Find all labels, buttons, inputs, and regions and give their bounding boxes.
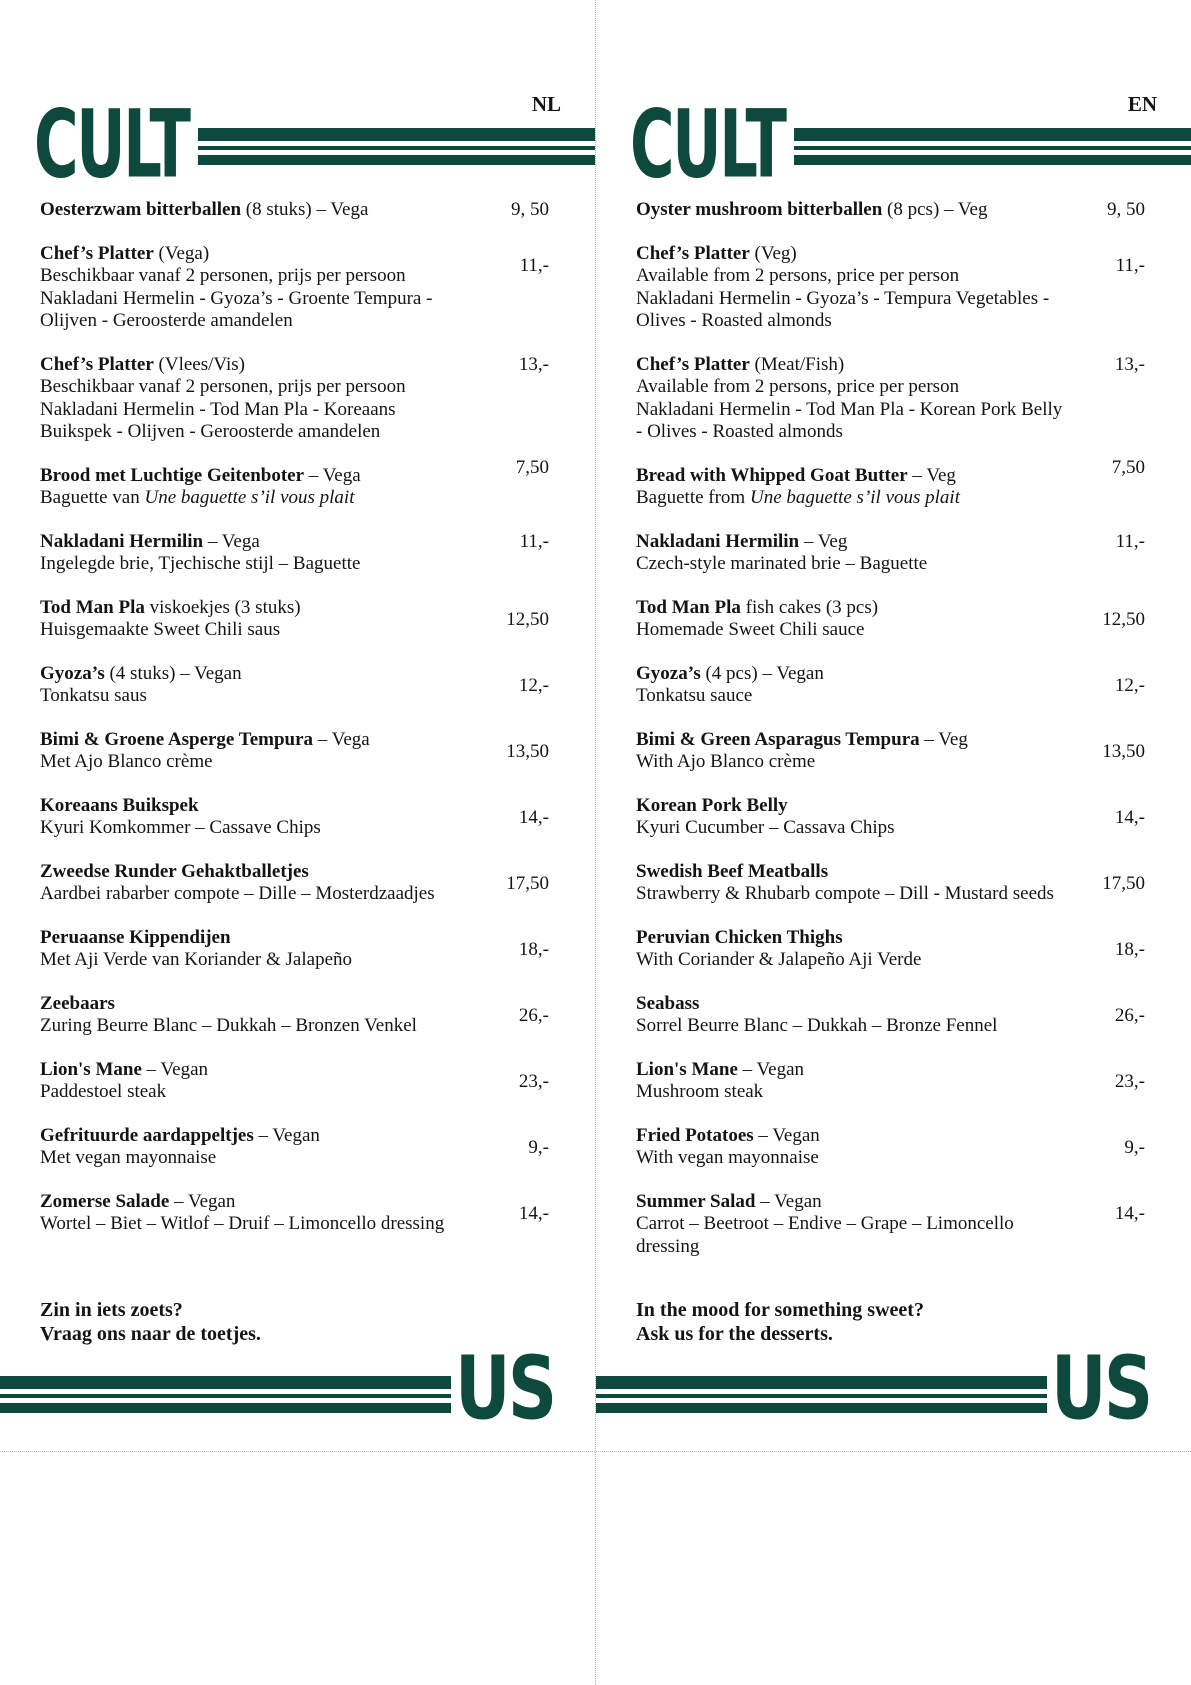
menu-item-price: 14,- (518, 1202, 549, 1224)
menu-item-description: Met Aji Verde van Koriander & Jalapeño (40, 949, 353, 970)
menu-item-name: Gyoza’s (40, 662, 105, 684)
menu-item (636, 861, 1191, 906)
menu-item (40, 1125, 595, 1170)
menu-item-name: Summer Salad (636, 1190, 756, 1212)
supplier-name: Une baguette s’il vous plait (749, 487, 960, 508)
menu-item-details: – Vegan (755, 1190, 822, 1212)
menu-item-price: 9, 50 (1107, 199, 1145, 220)
menu-item-description: Sorrel Beurre Blanc – Dukkah – Bronze Fennel (636, 1015, 998, 1036)
menu-item-name: Brood met Luchtige Geitenboter (40, 464, 305, 486)
menu-item-price: 12,50 (1102, 608, 1145, 630)
menu-item (40, 993, 595, 1038)
menu-item-description: Available from 2 persons, price per person (636, 376, 960, 397)
menu-item-heading (636, 729, 1081, 752)
menu-item-name: Nakladani Hermilin (40, 530, 204, 552)
menu-item-details: – Vegan (169, 1190, 236, 1212)
language-label: NL (531, 92, 561, 116)
menu-item-heading (636, 243, 1081, 266)
menu-item-price: 9,- (528, 1136, 549, 1158)
menu-item-heading (636, 795, 1081, 818)
menu-item-description: Homemade Sweet Chili sauce (636, 619, 865, 640)
menu-item-name: Tod Man Pla (40, 596, 145, 618)
menu-item-price: 11,- (519, 254, 549, 276)
menu-item-heading (636, 465, 1081, 488)
menu-item-price: 18,- (1114, 938, 1145, 960)
menu-item-price: 23,- (1114, 1070, 1145, 1092)
logo-stripes-bottom (596, 1376, 1047, 1413)
menu-item-heading (636, 597, 1081, 620)
menu-item (636, 531, 1191, 576)
menu-item-name: Chef’s Platter (636, 242, 750, 264)
menu-item-heading (40, 927, 485, 950)
dessert-note (636, 1298, 924, 1346)
description-text: Baguette van (40, 487, 145, 508)
menu-item-heading (40, 663, 485, 686)
menu-item-heading (636, 663, 1081, 686)
menu-item-description: With vegan mayonnaise (636, 1147, 819, 1168)
menu-item-details: (Vega) (153, 242, 210, 264)
menu-item-price: 13,50 (506, 740, 549, 762)
menu-item (636, 456, 1191, 510)
menu-item (40, 927, 595, 972)
menu-item-description: Nakladani Hermelin - Gyoza’s - Tempura Vegetables - (636, 287, 1050, 309)
menu-item-price: 14,- (1114, 1202, 1145, 1224)
menu-item-price: 11,- (1115, 530, 1145, 552)
menu-items (636, 199, 1191, 1279)
menu-item-heading (636, 1059, 1081, 1082)
menu-item-description: Czech-style marinated brie – Baguette (636, 553, 928, 574)
menu-item-name: Oesterzwam bitterballen (40, 199, 242, 220)
menu-item (40, 597, 595, 642)
menu-item-description: Tonkatsu saus (40, 685, 147, 706)
menu-item-details: fish cakes (3 pcs) (740, 596, 879, 618)
menu-item-heading (40, 597, 485, 620)
menu-item-heading (40, 1191, 485, 1214)
menu-item-details: viskoekjes (3 stuks) (144, 596, 301, 618)
menu-item-description: Beschikbaar vanaf 2 personen, prijs per persoon (40, 376, 406, 397)
menu-item-heading (636, 1125, 1081, 1148)
menu-item-details: (Vlees/Vis) (153, 353, 245, 375)
cult-logo: CULT (34, 89, 189, 199)
fold-line-horizontal (0, 1451, 1191, 1452)
menu-item-description: Wortel – Biet – Witlof – Druif – Limoncello dressing (40, 1213, 445, 1234)
menu-item-name: Lion's Mane (636, 1058, 738, 1080)
menu-item-price: 18,- (518, 938, 549, 960)
menu-item-description: Nakladani Hermelin - Tod Man Pla - Koreaans (40, 398, 396, 420)
description-text: Baguette from (636, 487, 750, 508)
menu-item-details: (4 stuks) – Vegan (104, 662, 242, 684)
menu-item (40, 456, 595, 510)
menu-item (636, 729, 1191, 774)
menu-panel-en (596, 0, 1191, 1450)
menu-item-name: Peruaanse Kippendijen (40, 926, 231, 948)
menu-item-details: – Vegan (737, 1058, 805, 1080)
menu-item-description: dressing (636, 1235, 700, 1257)
menu-item (40, 663, 595, 708)
logo-stripes-top (198, 128, 595, 165)
menu-item-details: – Veg (919, 728, 968, 750)
menu-item (40, 795, 595, 840)
dessert-note-line: Vraag ons naar de toetjes. (40, 1323, 261, 1345)
menu-item-description: Met vegan mayonnaise (40, 1147, 217, 1168)
menu-item-price: 26,- (518, 1004, 549, 1026)
logo-stripes-bottom (0, 1376, 451, 1413)
menu-item-details: – Vegan (253, 1124, 320, 1146)
menu-item (40, 531, 595, 576)
menu-item-description: Zuring Beurre Blanc – Dukkah – Bronzen Venkel (40, 1015, 417, 1036)
menu-item-name: Chef’s Platter (40, 242, 154, 264)
menu-item (636, 597, 1191, 642)
menu-item-name: Gefrituurde aardappeltjes (40, 1124, 254, 1146)
menu-item-name: Gyoza’s (636, 662, 701, 684)
menu-item-price: 17,50 (1102, 872, 1145, 894)
menu-item-price: 17,50 (506, 872, 549, 894)
menu-item-heading (636, 1191, 1081, 1214)
menu-item-name: Nakladani Hermilin (636, 530, 800, 552)
menu-item-description: Carrot – Beetroot – Endive – Grape – Limoncello (636, 1213, 1014, 1234)
menu-item-heading (40, 795, 485, 818)
menu-item (40, 729, 595, 774)
menu-item (40, 199, 595, 222)
dessert-note (40, 1298, 261, 1346)
menu-item-details: – Veg (799, 530, 848, 552)
menu-item-price: 14,- (1114, 806, 1145, 828)
menu-item (636, 795, 1191, 840)
menu-item-description: Nakladani Hermelin - Gyoza’s - Groente Tempura - (40, 287, 433, 309)
menu-item-description: With Ajo Blanco crème (636, 751, 816, 772)
menu-item-heading (636, 199, 1081, 222)
menu-item-details: – Vegan (753, 1124, 820, 1146)
menu-item-details: (8 stuks) – Vega (241, 199, 369, 220)
menu-item-price: 13,50 (1102, 740, 1145, 762)
menu-item-price: 11,- (519, 530, 549, 552)
menu-item (636, 927, 1191, 972)
menu-item-details: – Vegan (141, 1058, 209, 1080)
menu-item-price: 12,50 (506, 608, 549, 630)
menu-item-name: Lion's Mane (40, 1058, 142, 1080)
menu-item (40, 1059, 595, 1104)
menu-item-heading (40, 354, 485, 377)
menu-item (636, 243, 1191, 333)
menu-item-details: – Vega (313, 728, 370, 750)
menu-item-price: 9, 50 (511, 199, 549, 220)
menu-item-name: Oyster mushroom bitterballen (636, 199, 883, 220)
menu-item-price: 13,- (1114, 353, 1145, 375)
menu-item-price: 11,- (1115, 254, 1145, 276)
menu-item-heading (636, 861, 1081, 884)
menu-item-price: 14,- (518, 806, 549, 828)
menu-item-price: 9,- (1124, 1136, 1145, 1158)
menu-item-name: Korean Pork Belly (636, 794, 788, 816)
menu-item-heading (636, 354, 1081, 377)
menu-item (636, 1059, 1191, 1104)
menu-item-description: - Olives - Roasted almonds (636, 421, 843, 442)
menu-item-description: Ingelegde brie, Tjechische stijl – Baguette (40, 553, 361, 574)
menu-item-price: 7,50 (1111, 456, 1145, 478)
menu-item-description: Aardbei rabarber compote – Dille – Mosterdzaadjes (40, 883, 435, 904)
menu-item (636, 354, 1191, 444)
menu-item-details: (8 pcs) – Veg (882, 199, 988, 220)
menu-item-description: Mushroom steak (636, 1081, 764, 1102)
menu-item-heading (40, 861, 485, 884)
logo-stripes-top (794, 128, 1191, 165)
menu-item-price: 26,- (1114, 1004, 1145, 1026)
cult-logo: CULT (630, 89, 785, 199)
menu-item-description: Huisgemaakte Sweet Chili saus (40, 619, 281, 640)
menu-item-price: 7,50 (515, 456, 549, 478)
menu-panel-nl (0, 0, 595, 1450)
menu-item-name: Zeebaars (40, 992, 115, 1014)
menu-item-name: Swedish Beef Meatballs (636, 860, 829, 882)
menu-item-heading (40, 729, 485, 752)
menu-item-heading (40, 465, 485, 488)
menu-item-description (636, 487, 1081, 510)
menu-item-heading (636, 993, 1081, 1016)
menu-item-price: 12,- (1114, 674, 1145, 696)
menu-item-details: (4 pcs) – Vegan (700, 662, 824, 684)
menu-item-description: Tonkatsu sauce (636, 685, 753, 706)
menu-item-description: With Coriander & Jalapeño Aji Verde (636, 949, 922, 970)
menu-item-name: Chef’s Platter (40, 353, 154, 375)
menu-item-description: Kyuri Komkommer – Cassave Chips (40, 817, 321, 838)
menu-item (40, 243, 595, 333)
menu-item-description: Olives - Roasted almonds (636, 310, 832, 331)
menu-item-heading (636, 927, 1081, 950)
menu-item-name: Tod Man Pla (636, 596, 741, 618)
menu-item-description: Strawberry & Rhubarb compote – Dill - Mustard seeds (636, 883, 1054, 904)
menu-item-name: Koreaans Buikspek (40, 794, 199, 816)
menu-item (636, 1191, 1191, 1259)
menu-item (636, 199, 1191, 222)
menu-item-heading (40, 243, 485, 266)
menu-item (40, 861, 595, 906)
us-logo: US (455, 1336, 555, 1440)
menu-item-heading (40, 1125, 485, 1148)
menu-items (40, 199, 595, 1257)
menu-item-name: Chef’s Platter (636, 353, 750, 375)
menu-item-name: Bimi & Green Asparagus Tempura (636, 728, 920, 750)
menu-item-name: Peruvian Chicken Thighs (636, 926, 843, 948)
menu-item-description: Available from 2 persons, price per person (636, 265, 960, 286)
menu-item (40, 1191, 595, 1236)
menu-item-name: Bread with Whipped Goat Butter (636, 464, 908, 486)
supplier-name: Une baguette s’il vous plait (144, 487, 355, 508)
menu-item-details: – Vega (203, 530, 260, 552)
dessert-note-line: Zin in iets zoets? (40, 1299, 183, 1321)
menu-item-details: (Veg) (749, 242, 797, 264)
menu-item (636, 1125, 1191, 1170)
menu-item-heading (40, 1059, 485, 1082)
menu-item-description: Paddestoel steak (40, 1081, 167, 1102)
menu-item-description (40, 487, 485, 510)
menu-item-name: Fried Potatoes (636, 1124, 754, 1146)
menu-item-name: Bimi & Groene Asperge Tempura (40, 728, 314, 750)
menu-item-description: Kyuri Cucumber – Cassava Chips (636, 817, 895, 838)
menu-item-heading (636, 531, 1081, 554)
menu-item-price: 13,- (518, 353, 549, 375)
menu-item-name: Zomerse Salade (40, 1190, 170, 1212)
menu-item-heading (40, 199, 485, 222)
language-label: EN (1127, 92, 1157, 116)
dessert-note-line: In the mood for something sweet? (636, 1299, 924, 1321)
menu-item-description: Nakladani Hermelin - Tod Man Pla - Korean Pork Belly (636, 398, 1063, 420)
menu-item-details: – Vega (304, 464, 361, 486)
us-logo: US (1051, 1336, 1151, 1440)
menu-item-details: (Meat/Fish) (749, 353, 845, 375)
menu-item-description: Met Ajo Blanco crème (40, 751, 213, 772)
menu-item-description: Buikspek - Olijven - Geroosterde amandelen (40, 421, 381, 442)
menu-item-details: – Veg (907, 464, 956, 486)
menu-item-price: 23,- (518, 1070, 549, 1092)
menu-item-description: Olijven - Geroosterde amandelen (40, 310, 293, 331)
menu-item-price: 12,- (518, 674, 549, 696)
menu-item (40, 354, 595, 444)
menu-item-heading (40, 993, 485, 1016)
menu-item-heading (40, 531, 485, 554)
menu-item (636, 663, 1191, 708)
dessert-note-line: Ask us for the desserts. (636, 1323, 833, 1345)
menu-item-name: Seabass (636, 992, 700, 1014)
menu-item-description: Beschikbaar vanaf 2 personen, prijs per persoon (40, 265, 406, 286)
menu-item-name: Zweedse Runder Gehaktballetjes (40, 860, 309, 882)
menu-item (636, 993, 1191, 1038)
